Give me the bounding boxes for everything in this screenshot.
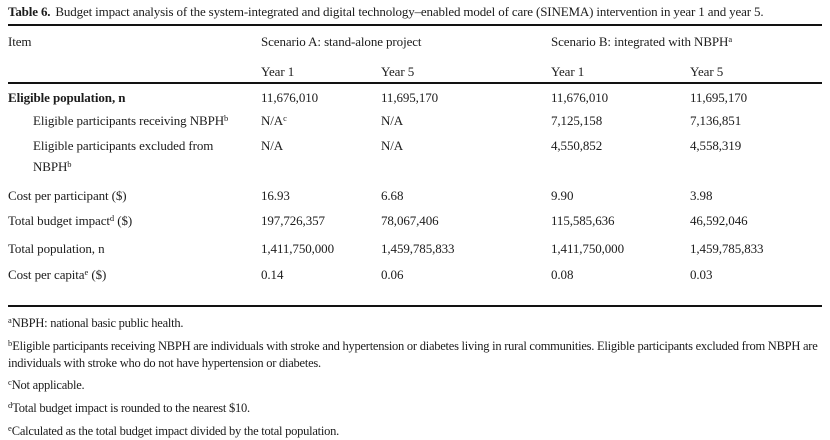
table-cell [261,83,381,105]
cell-value: 1,459,785,833 [381,241,455,256]
row-label [8,203,261,230]
table-row [8,83,822,105]
superscript-marker: a [8,314,12,325]
row-label-text: Eligible participants excluded from [33,138,214,153]
table-cell [261,256,381,284]
row-label-text: Cost per capita [8,267,85,282]
cell-value: 1,411,750,000 [261,241,334,256]
table-cell [551,230,690,256]
table-caption-text: Budget impact analysis of the system-integrated and digital technology–enabled model of care (SINEMA) intervention in year 1 and year 5. [55,4,764,19]
table-row [8,130,822,176]
row-label [8,176,261,203]
row-label-text: Eligible participants receiving NBPH [33,113,224,128]
table-cell [690,203,822,230]
table-cell [381,203,551,230]
column-header-year: Year 1 [261,51,381,83]
superscript-marker: c [283,112,287,123]
cell-value: N/A [261,113,284,128]
cell-value: 197,726,357 [261,213,325,228]
row-label-suffix: ($) [88,267,107,282]
cell-value: 11,695,170 [690,90,748,105]
table-cell [381,83,551,105]
table-cell [261,176,381,203]
footnote-text: Total budget impact is rounded to the nearest $10. [12,401,250,415]
header-group-row [8,26,822,51]
row-label-text: NBPH [33,159,68,174]
footnote-text: NBPH: national basic public health. [11,316,184,330]
cell-value: 115,585,636 [551,213,615,228]
cell-value: 7,125,158 [551,113,603,128]
cell-value: N/A [381,113,404,128]
cell-value: 11,695,170 [381,90,439,105]
cell-value: 11,676,010 [261,90,319,105]
cell-value: 46,592,046 [690,213,748,228]
budget-impact-table [8,26,822,284]
table-row [8,105,822,130]
table-cell [551,130,690,176]
row-label-text: Total budget impact [8,213,110,228]
footnotes [8,315,822,440]
table-cell [261,130,381,176]
cell-value: 78,067,406 [381,213,439,228]
table-caption [8,3,822,20]
table-cell [551,83,690,105]
table-row [8,203,822,230]
superscript-marker: d [8,399,13,410]
table-row [8,176,822,203]
superscript-marker: b [224,112,229,123]
table-cell [551,256,690,284]
row-label [8,230,261,256]
table-cell [551,203,690,230]
cell-value: 3.98 [690,188,713,203]
row-label [8,105,261,130]
footnote [8,315,822,332]
table-cell [690,176,822,203]
cell-value: 11,676,010 [551,90,609,105]
table-cell [690,105,822,130]
footnote [8,377,822,394]
table-cell [690,256,822,284]
cell-value: 4,550,852 [551,138,603,153]
table-cell [261,203,381,230]
superscript-marker: c [8,376,12,387]
table-caption-number: Table 6. [8,4,51,19]
table-row [8,230,822,256]
footnote-text: Not applicable. [11,378,85,392]
cell-value: 1,459,785,833 [690,241,764,256]
table-cell [690,230,822,256]
table-bottom-rule [8,305,822,307]
table-cell [381,105,551,130]
column-header-item: Item [8,26,261,83]
cell-value: N/A [381,138,404,153]
row-label [8,256,261,284]
column-header-year: Year 5 [381,51,551,83]
table-cell [690,130,822,176]
table-cell [381,256,551,284]
cell-value: 1,411,750,000 [551,241,624,256]
superscript-marker: e [84,266,89,277]
cell-value: N/A [261,138,284,153]
footnote [8,338,822,371]
table-cell [381,176,551,203]
superscript-marker: e [8,422,12,433]
superscript-marker: d [109,212,115,223]
cell-value: 0.08 [551,267,574,282]
footnote-text: Eligible participants receiving NBPH are individuals with stroke and hypertension or diabetes living in rural communities. Eligible participants excluded from NBPH are individuals with stroke who do not have hypertension or diabetes. [8,339,818,370]
table-header [8,26,822,83]
table-cell [381,130,551,176]
scenario-b-label: Scenario B: integrated with NBPH [551,34,729,49]
row-label-suffix: ($) [114,213,133,228]
table-cell [551,176,690,203]
cell-value: 7,136,851 [690,113,742,128]
table-body [8,83,822,284]
row-label-text: Cost per participant ($) [8,188,127,203]
row-label [8,83,261,105]
row-label-text: Total population, n [8,241,105,256]
table-cell [261,230,381,256]
row-label-line2 [33,159,261,176]
row-label-text: Eligible population, n [8,90,126,105]
footnote [8,400,822,417]
table-cell [261,105,381,130]
cell-value: 16.93 [261,188,290,203]
table-row [8,256,822,284]
column-group-scenario-b [551,26,822,51]
table-cell [690,83,822,105]
scenario-a-label: Scenario A: stand-alone project [261,34,422,49]
table-cell [381,230,551,256]
row-label [8,130,261,176]
superscript-marker: b [67,158,72,169]
column-header-year: Year 1 [551,51,690,83]
cell-value: 0.14 [261,267,284,282]
cell-value: 4,558,319 [690,138,742,153]
superscript-marker: b [8,337,13,348]
footnote [8,423,822,440]
cell-value: 0.06 [381,267,404,282]
column-group-scenario-a [261,26,551,51]
table-cell [551,105,690,130]
footnote-text: Calculated as the total budget impact divided by the total population. [11,424,339,438]
cell-value: 6.68 [381,188,404,203]
superscript-marker: a [728,33,733,44]
cell-value: 0.03 [690,267,713,282]
cell-value: 9.90 [551,188,574,203]
column-header-year: Year 5 [690,51,822,83]
